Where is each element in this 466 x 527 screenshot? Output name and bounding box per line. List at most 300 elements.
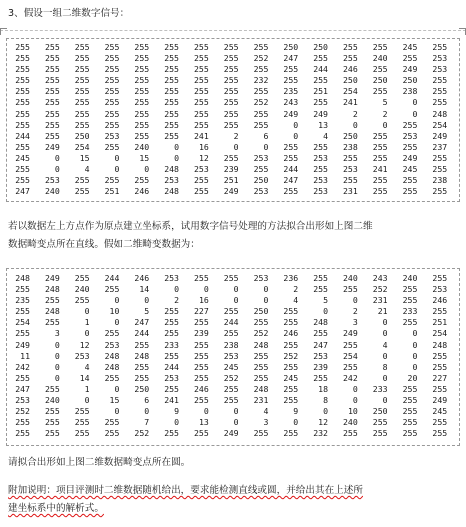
question-text: 请拟合出形如上图二维数据畸变点所在圆。 [8, 457, 191, 468]
matrix-cell: 241 [194, 130, 209, 141]
matrix-cell: 8 [382, 361, 388, 372]
matrix-cell: 253 [253, 273, 269, 283]
matrix-cell: 255 [194, 64, 209, 75]
matrix-cell: 255 [313, 328, 328, 339]
matrix-cell: 255 [253, 108, 269, 119]
matrix-cell: 255 [104, 428, 120, 439]
matrix-cell: 20 [407, 372, 418, 383]
matrix-cell: 249 [223, 186, 239, 197]
matrix-cell: 245 [223, 361, 239, 372]
matrix-cell: 255 [134, 53, 150, 64]
matrix-cell: 255 [343, 361, 358, 372]
matrix-cell: 255 [432, 361, 448, 372]
matrix-cell: 255 [432, 97, 448, 108]
matrix-cell: 0 [293, 130, 299, 141]
matrix-cell: 249 [45, 273, 60, 283]
matrix-cell: 255 [45, 317, 60, 328]
matrix-cell: 255 [134, 42, 150, 52]
matrix-cell: 3 [54, 328, 60, 339]
matrix-cell: 255 [45, 406, 60, 417]
matrix-cell: 255 [432, 42, 448, 52]
matrix-cell: 247 [134, 317, 150, 328]
matrix-cell: 252 [253, 97, 269, 108]
matrix-cell: 0 [412, 97, 418, 108]
matrix-cell: 250 [74, 130, 90, 141]
corner-mark-right [459, 28, 466, 35]
matrix-cell: 254 [343, 350, 358, 361]
matrix-cell: 253 [432, 53, 448, 64]
matrix-cell: 0 [233, 417, 239, 428]
matrix-cell: 249 [45, 141, 60, 152]
matrix-cell: 0 [323, 406, 328, 417]
matrix-cell: 255 [104, 75, 120, 86]
matrix-cell: 252 [15, 406, 30, 417]
matrix-cell: 245 [15, 152, 30, 163]
matrix-cell: 255 [194, 42, 209, 52]
matrix-cell: 0 [352, 119, 358, 130]
matrix-cell: 246 [343, 64, 358, 75]
matrix-cell: 255 [223, 64, 239, 75]
matrix-cell: 253 [164, 372, 179, 383]
matrix-cell: 2 [352, 108, 358, 119]
matrix-cell: 0 [54, 350, 60, 361]
matrix-cell: 248 [313, 317, 328, 328]
matrix-cell: 255 [343, 42, 358, 52]
matrix-cell: 246 [134, 273, 150, 283]
matrix-cell: 2 [382, 108, 388, 119]
matrix-cell: 235 [283, 86, 299, 97]
matrix-cell: 0 [54, 372, 60, 383]
matrix-cell: 255 [402, 383, 418, 394]
matrix-cell: 255 [253, 361, 269, 372]
matrix-cell: 4 [84, 361, 90, 372]
matrix-cell: 0 [114, 295, 120, 306]
matrix-cell: 255 [104, 328, 120, 339]
matrix-cell: 247 [313, 339, 328, 350]
matrix-cell: 0 [54, 164, 60, 175]
matrix-cell: 255 [283, 428, 299, 439]
matrix-cell: 255 [343, 152, 358, 163]
matrix-cell: 255 [223, 108, 239, 119]
matrix-cell: 240 [402, 273, 418, 283]
matrix-cell: 16 [198, 295, 209, 306]
matrix-cell: 255 [15, 53, 30, 64]
matrix-cell: 255 [134, 119, 150, 130]
matrix-cell: 254 [432, 119, 448, 130]
matrix-cell: 255 [104, 86, 120, 97]
matrix-cell: 0 [352, 383, 358, 394]
matrix-cell: 255 [104, 119, 120, 130]
matrix-cell: 255 [402, 428, 418, 439]
matrix-cell: 255 [223, 119, 239, 130]
matrix-cell: 255 [313, 284, 328, 295]
matrix-cell: 0 [382, 119, 388, 130]
matrix-cell: 255 [15, 97, 30, 108]
matrix-cell: 255 [134, 86, 150, 97]
matrix-cell: 249 [313, 108, 328, 119]
matrix-cell: 255 [45, 97, 60, 108]
matrix-cell: 248 [164, 164, 179, 175]
matrix-cell: 255 [104, 64, 120, 75]
matrix-cell: 0 [352, 395, 358, 406]
matrix-cell: 255 [74, 273, 90, 283]
matrix-cell: 4 [263, 406, 269, 417]
matrix-cell: 244 [104, 273, 120, 283]
matrix-cell: 248 [134, 350, 150, 361]
matrix-cell: 255 [164, 75, 179, 86]
matrix-cell: 12 [318, 417, 328, 428]
matrix-cell: 246 [283, 328, 299, 339]
matrix-cell: 1 [84, 383, 90, 394]
matrix-cell: 0 [412, 108, 418, 119]
matrix-cell: 255 [372, 428, 388, 439]
matrix-cell: 255 [194, 317, 209, 328]
matrix-cell: 233 [372, 383, 388, 394]
matrix-cell: 252 [223, 372, 239, 383]
matrix-cell: 255 [45, 86, 60, 97]
matrix-cell: 255 [74, 119, 90, 130]
matrix-cell: 255 [104, 284, 120, 295]
matrix-cell: 255 [402, 53, 418, 64]
matrix-cell: 255 [45, 417, 60, 428]
matrix-cell: 239 [194, 328, 209, 339]
matrix-cell: 255 [432, 152, 448, 163]
matrix-cell: 255 [164, 53, 179, 64]
matrix-cell: 255 [134, 372, 150, 383]
matrix-cell: 18 [318, 383, 328, 394]
matrix-cell: 2 [233, 130, 239, 141]
matrix-cell: 255 [15, 108, 30, 119]
matrix-cell: 238 [343, 141, 358, 152]
matrix-cell: 255 [343, 175, 358, 186]
matrix-cell: 0 [412, 339, 418, 350]
matrix-cell: 248 [104, 350, 120, 361]
matrix-cell: 254 [15, 317, 30, 328]
matrix-cell: 2 [293, 284, 299, 295]
matrix-cell: 252 [283, 350, 299, 361]
matrix-cell: 255 [74, 86, 90, 97]
matrix-cell: 0 [174, 141, 179, 152]
matrix-cell: 236 [283, 273, 299, 283]
matrix-cell: 255 [164, 108, 179, 119]
matrix-cell: 255 [194, 186, 209, 197]
matrix-cell: 240 [45, 186, 60, 197]
page-divider [0, 30, 466, 31]
matrix-cell: 255 [432, 75, 448, 86]
matrix-cell: 255 [74, 42, 90, 52]
matrix-cell: 0 [382, 372, 388, 383]
matrix-cell: 255 [283, 317, 299, 328]
matrix-cell: 255 [372, 64, 388, 75]
matrix-cell: 6 [144, 395, 150, 406]
matrix-cell: 248 [253, 383, 269, 394]
matrix-cell: 253 [223, 350, 239, 361]
matrix-cell: 255 [223, 42, 239, 52]
matrix-cell: 238 [432, 175, 448, 186]
matrix-cell: 240 [372, 53, 388, 64]
matrix-cell: 255 [194, 75, 209, 86]
matrix-cell: 0 [114, 406, 120, 417]
matrix-cell: 0 [203, 284, 209, 295]
matrix-cell: 255 [372, 417, 388, 428]
matrix-cell: 0 [412, 361, 418, 372]
matrix-cell: 253 [45, 175, 60, 186]
matrix-cell: 243 [283, 97, 299, 108]
matrix-cell: 255 [223, 273, 239, 283]
matrix-cell: 255 [223, 152, 239, 163]
matrix-cell: 0 [323, 306, 328, 317]
matrix-cell: 255 [432, 273, 448, 283]
matrix-cell: 248 [253, 339, 269, 350]
paragraph-1-line-2: 数据畸变点所在直线。假如二维畸变数据为： [8, 239, 200, 250]
matrix-cell: 255 [253, 164, 269, 175]
matrix-cell: 255 [45, 130, 60, 141]
matrix-cell: 255 [223, 306, 239, 317]
matrix-cell: 255 [432, 417, 448, 428]
matrix-cell: 6 [263, 130, 269, 141]
matrix-cell: 255 [74, 295, 90, 306]
matrix-cell: 9 [174, 406, 179, 417]
matrix-cell: 251 [313, 86, 328, 97]
matrix-cell: 241 [164, 395, 179, 406]
matrix-cell: 4 [323, 130, 328, 141]
matrix-cell: 249 [432, 395, 448, 406]
matrix-cell: 255 [45, 295, 60, 306]
matrix-cell: 255 [74, 53, 90, 64]
matrix-cell: 255 [432, 383, 448, 394]
matrix-cell: 252 [372, 284, 388, 295]
matrix-cell: 0 [54, 361, 60, 372]
matrix-cell: 255 [194, 339, 209, 350]
matrix-cell: 12 [79, 339, 90, 350]
matrix-cell: 0 [114, 164, 120, 175]
matrix-cell: 244 [283, 164, 299, 175]
matrix-cell: 249 [15, 339, 30, 350]
matrix-cell: 255 [104, 417, 120, 428]
matrix-cell: 255 [372, 141, 388, 152]
matrix-cell: 21 [377, 306, 388, 317]
matrix-cell: 255 [372, 130, 388, 141]
matrix-cell: 250 [372, 75, 388, 86]
matrix-cell: 255 [164, 86, 179, 97]
matrix-cell: 0 [114, 383, 120, 394]
matrix-cell: 255 [343, 53, 358, 64]
matrix-cell: 233 [164, 339, 179, 350]
matrix-cell: 255 [164, 97, 179, 108]
matrix-cell: 253 [253, 186, 269, 197]
matrix-cell: 255 [194, 119, 209, 130]
matrix-cell: 0 [352, 295, 358, 306]
matrix-cell: 255 [104, 53, 120, 64]
matrix-cell: 240 [45, 395, 60, 406]
matrix-cell: 241 [343, 97, 358, 108]
matrix-cell: 238 [223, 339, 239, 350]
matrix-cell: 255 [45, 108, 60, 119]
matrix-cell: 255 [15, 417, 30, 428]
matrix-cell: 255 [223, 53, 239, 64]
matrix-cell: 254 [74, 141, 90, 152]
matrix-cell: 253 [313, 186, 328, 197]
matrix-cell: 255 [45, 383, 60, 394]
matrix-cell: 255 [194, 273, 209, 283]
matrix-cell: 255 [45, 119, 60, 130]
matrix-cell: 255 [164, 350, 179, 361]
matrix-cell: 0 [174, 152, 179, 163]
matrix-cell: 11 [20, 350, 30, 361]
matrix-cell: 255 [74, 175, 90, 186]
matrix-cell: 255 [253, 42, 269, 52]
matrix-cell: 255 [104, 372, 120, 383]
matrix-cell: 255 [283, 152, 299, 163]
matrix-cell: 255 [164, 328, 179, 339]
matrix-cell: 255 [194, 372, 209, 383]
matrix-cell: 255 [283, 395, 299, 406]
matrix-cell: 246 [432, 295, 448, 306]
matrix-cell: 232 [313, 428, 328, 439]
matrix-cell: 253 [432, 284, 448, 295]
matrix-cell: 0 [263, 284, 269, 295]
matrix-cell: 255 [223, 395, 239, 406]
matrix-cell: 248 [15, 273, 30, 283]
matrix-cell: 253 [164, 273, 179, 283]
matrix-cell: 240 [74, 284, 90, 295]
matrix-cell: 255 [283, 75, 299, 86]
matrix-cell: 250 [343, 75, 358, 86]
matrix-cell: 13 [198, 417, 209, 428]
matrix-cell: 250 [372, 406, 388, 417]
matrix-cell: 246 [194, 383, 209, 394]
matrix-cell: 255 [74, 64, 90, 75]
paragraph-1-line-1: 若以数据左上方点作为原点建立坐标系，试用数字信号处理的方法拟合出形如上图二维 [8, 221, 373, 232]
matrix-cell: 255 [253, 372, 269, 383]
matrix-cell: 0 [263, 295, 269, 306]
matrix-cell: 10 [347, 406, 358, 417]
matrix-cell: 255 [164, 119, 179, 130]
matrix-cell: 0 [293, 119, 299, 130]
matrix-cell: 249 [402, 152, 418, 163]
matrix-cell: 250 [402, 75, 418, 86]
matrix-cell: 255 [223, 75, 239, 86]
matrix-cell: 255 [104, 42, 120, 52]
matrix-cell: 239 [313, 361, 328, 372]
matrix-cell: 15 [109, 395, 120, 406]
matrix-cell: 255 [313, 372, 328, 383]
matrix-cell: 16 [198, 141, 209, 152]
matrix-cell: 0 [233, 141, 239, 152]
matrix-cell: 252 [253, 53, 269, 64]
matrix-cell: 244 [134, 328, 150, 339]
matrix-cell: 255 [402, 175, 418, 186]
matrix-cell: 250 [134, 383, 150, 394]
matrix-cell: 255 [74, 97, 90, 108]
matrix-cell: 255 [15, 428, 30, 439]
matrix-cell: 255 [15, 75, 30, 86]
matrix-cell: 255 [194, 350, 209, 361]
matrix-cell: 15 [139, 152, 150, 163]
matrix-cell: 250 [253, 175, 269, 186]
matrix-cell: 227 [432, 372, 448, 383]
matrix-cell: 255 [74, 108, 90, 119]
matrix-cell: 244 [223, 317, 239, 328]
matrix-cell: 0 [114, 152, 120, 163]
matrix-cell: 249 [223, 428, 239, 439]
matrix-cell: 249 [283, 108, 299, 119]
matrix-cell: 241 [372, 164, 388, 175]
matrix-cell: 12 [198, 152, 209, 163]
matrix-cell: 255 [194, 361, 209, 372]
matrix-cell: 0 [174, 284, 179, 295]
matrix-cell: 4 [293, 295, 299, 306]
matrix-cell: 255 [194, 395, 209, 406]
matrix-cell: 253 [164, 175, 179, 186]
matrix-cell: 254 [343, 86, 358, 97]
matrix-cell: 255 [372, 152, 388, 163]
matrix-cell: 0 [382, 395, 388, 406]
matrix-cell: 0 [84, 328, 90, 339]
matrix-cell: 255 [432, 306, 448, 317]
matrix-cell: 255 [15, 284, 30, 295]
matrix-cell: 255 [164, 64, 179, 75]
matrix-cell: 250 [253, 306, 269, 317]
matrix-cell: 248 [45, 306, 60, 317]
matrix-cell: 0 [233, 406, 239, 417]
matrix-cell: 255 [74, 406, 90, 417]
matrix-cell: 255 [164, 317, 179, 328]
matrix-cell: 255 [223, 86, 239, 97]
matrix-cell: 248 [432, 339, 448, 350]
matrix-cell: 253 [194, 164, 209, 175]
matrix-cell: 0 [233, 284, 239, 295]
matrix-cell: 248 [164, 186, 179, 197]
matrix-cell: 255 [15, 86, 30, 97]
matrix-cell: 255 [223, 383, 239, 394]
matrix-cell: 255 [313, 97, 328, 108]
matrix-cell: 0 [382, 328, 388, 339]
matrix-cell: 0 [144, 295, 150, 306]
matrix-cell: 255 [134, 75, 150, 86]
matrix-cell: 255 [74, 186, 90, 197]
matrix-cell: 255 [164, 42, 179, 52]
matrix-cell: 231 [253, 395, 269, 406]
matrix-cell: 255 [104, 141, 120, 152]
matrix-cell: 0 [54, 339, 60, 350]
matrix-cell: 255 [432, 86, 448, 97]
matrix-cell: 4 [84, 164, 90, 175]
matrix-cell: 245 [402, 164, 418, 175]
matrix-cell: 253 [313, 152, 328, 163]
matrix-cell: 232 [253, 75, 269, 86]
matrix-cell: 253 [402, 130, 418, 141]
matrix-cell: 255 [74, 428, 90, 439]
matrix-cell: 0 [84, 395, 90, 406]
matrix-cell: 0 [233, 295, 239, 306]
matrix-cell: 255 [45, 53, 60, 64]
matrix-cell: 0 [144, 164, 150, 175]
matrix-cell: 255 [372, 175, 388, 186]
matrix-cell: 0 [54, 152, 60, 163]
matrix-cell: 255 [15, 306, 30, 317]
matrix-cell: 0 [293, 417, 299, 428]
matrix-cell: 255 [104, 108, 120, 119]
matrix-cell: 253 [313, 175, 328, 186]
matrix-cell: 255 [372, 86, 388, 97]
matrix-cell: 255 [432, 164, 448, 175]
matrix-cell: 0 [174, 417, 179, 428]
matrix-cell: 2 [352, 306, 358, 317]
matrix-cell: 255 [194, 53, 209, 64]
matrix-cell: 237 [432, 141, 448, 152]
matrix-cell: 2 [174, 295, 179, 306]
